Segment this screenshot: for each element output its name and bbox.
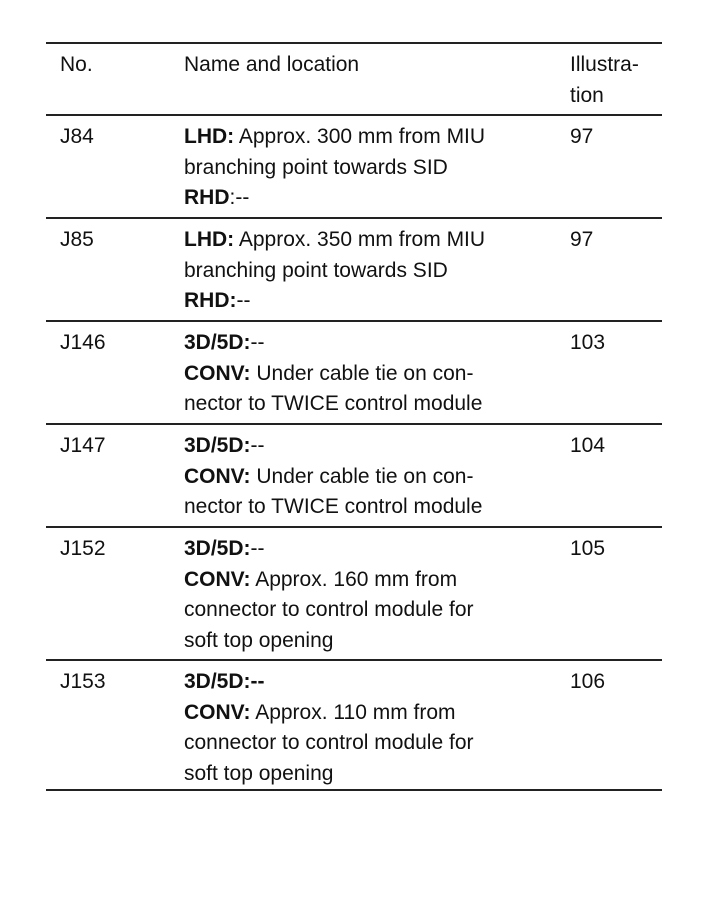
row-name-location: 3D/5D:-- CONV: Under cable tie on con- nector to TWICE control module xyxy=(184,331,483,415)
table-row xyxy=(46,526,662,659)
row-no: J147 xyxy=(60,434,106,457)
table-row xyxy=(46,320,662,423)
row-name-location: 3D/5D:-- CONV: Under cable tie on con- nector to TWICE control module xyxy=(184,434,483,518)
row-illustration: 105 xyxy=(570,537,606,560)
header-illustration: Illustra- tion xyxy=(570,53,639,107)
row-illustration: 104 xyxy=(570,434,606,457)
row-no: J153 xyxy=(60,670,106,693)
connector-table xyxy=(46,42,662,791)
row-no: J85 xyxy=(60,228,94,251)
row-illustration: 97 xyxy=(570,228,594,251)
row-no: J146 xyxy=(60,331,106,354)
row-no: J152 xyxy=(60,537,106,560)
header-no: No. xyxy=(60,53,93,76)
row-no: J84 xyxy=(60,125,94,148)
table-row xyxy=(46,659,662,791)
row-illustration: 106 xyxy=(570,670,606,693)
table-row xyxy=(46,114,662,217)
row-name-location: 3D/5D:-- CONV: Approx. 110 mm from connector to control module for soft top opening xyxy=(184,670,474,785)
table-row xyxy=(46,217,662,320)
row-name-location: 3D/5D:-- CONV: Approx. 160 mm from connector to control module for soft top opening xyxy=(184,537,474,652)
table-row xyxy=(46,423,662,526)
table-header-row xyxy=(46,42,662,114)
row-name-location: LHD: Approx. 300 mm from MIU branching point towards SID RHD:-- xyxy=(184,125,486,209)
header-name-location: Name and location xyxy=(184,53,360,76)
row-name-location: LHD: Approx. 350 mm from MIU branching point towards SID RHD:-- xyxy=(184,228,486,312)
row-illustration: 97 xyxy=(570,125,594,148)
row-illustration: 103 xyxy=(570,331,606,354)
